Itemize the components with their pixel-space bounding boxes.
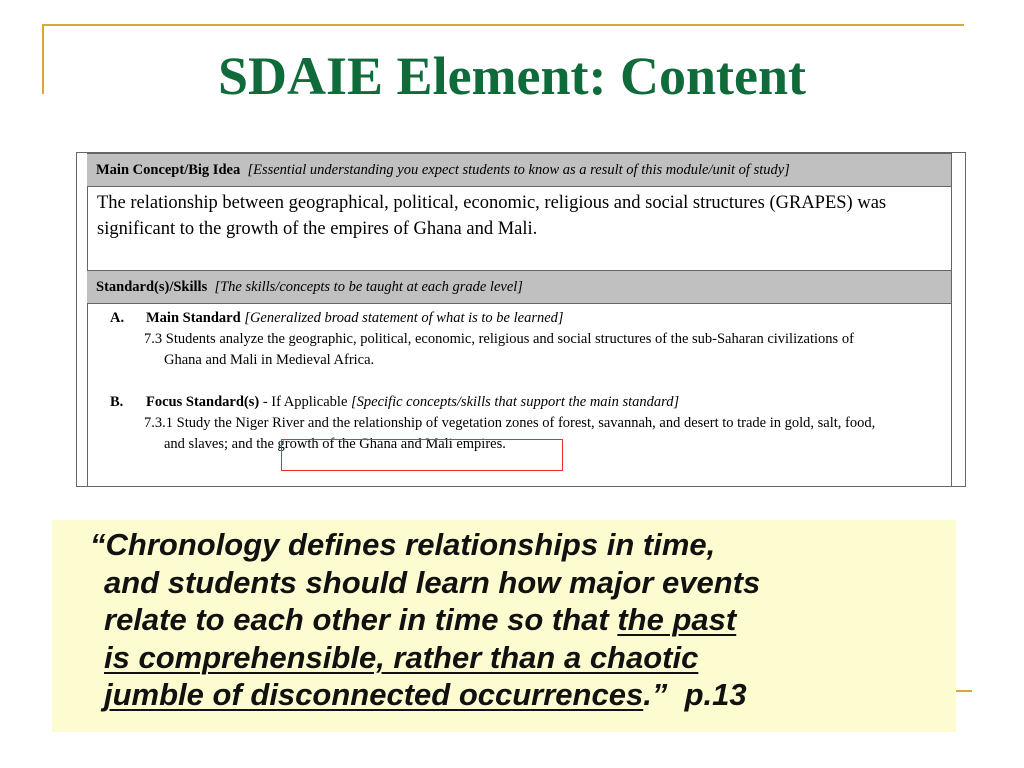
focus-standard-line2a: and slaves; and [164,436,253,452]
main-standard [88,308,951,329]
quote-line-5-end: .” [643,677,668,712]
main-standard-desc: [Generalized broad statement of what is to be learned] [244,310,564,326]
standards-header-label: Standard(s)/Skills [96,279,208,295]
document-excerpt [76,152,966,487]
main-standard-title: Main Standard [146,310,241,326]
focus-standard-title: Focus Standard(s) [146,394,260,410]
slide-title: SDAIE Element: Content [218,46,806,106]
planning-table [87,153,951,487]
focus-standard-line1: 7.3.1 Study the Niger River and the relationship of vegetation zones of forest, savannah, and desert to trade in gold, salt, food, [144,415,876,431]
quote-line-3-plain: relate to each other in time so that [104,602,618,637]
document-border [951,153,952,486]
decor-top-line [42,24,964,26]
concept-header [87,153,951,187]
quote-page-ref: p.13 [684,677,747,712]
quote-line-5 [60,676,950,714]
focus-standard-marker: B. [110,394,124,410]
focus-standard [88,392,951,413]
standards-header [87,270,951,304]
concept-text: The relationship between geographical, political, economic, religious and social structures (GRAPES) was significant to the growth of the empires of Ghana and Mali. [87,187,951,270]
quote-box [52,520,956,732]
quote-line-3 [60,601,950,639]
quote-line-1: “Chronology defines relationships in time, [90,527,716,562]
focus-standard-applicable: - If Applicable [262,394,348,410]
concept-header-label: Main Concept/Big Idea [96,162,241,178]
quote-line-2: and students should learn how major events [104,564,761,600]
focus-standard-desc: [Specific concepts/skills that support the main standard] [351,394,680,410]
quote-line-4 [60,639,950,677]
quote-line-5-underlined: jumble of disconnected occurrences [104,677,644,712]
focus-standard-highlighted: the growth of the Ghana and Mali empires. [256,436,506,452]
main-standard-marker: A. [110,310,125,326]
main-standard-line2: Ghana and Mali in Medieval Africa. [164,352,375,368]
quote-line-4-underlined: is comprehensible, rather than a chaotic [104,639,699,675]
main-standard-text [88,329,951,371]
main-standard-line1: 7.3 Students analyze the geographic, political, economic, religious and social structures of the sub-Saharan civilizations of [144,331,854,347]
standards-header-desc: [The skills/concepts to be taught at each grade level] [214,279,523,295]
highlight-rectangle [281,439,563,471]
concept-header-desc: [Essential understanding you expect students to know as a result of this module/unit of study] [247,162,790,178]
chronology-quote [60,526,950,714]
quote-line-3-underlined: the past [617,602,737,637]
standards-body [87,304,951,487]
